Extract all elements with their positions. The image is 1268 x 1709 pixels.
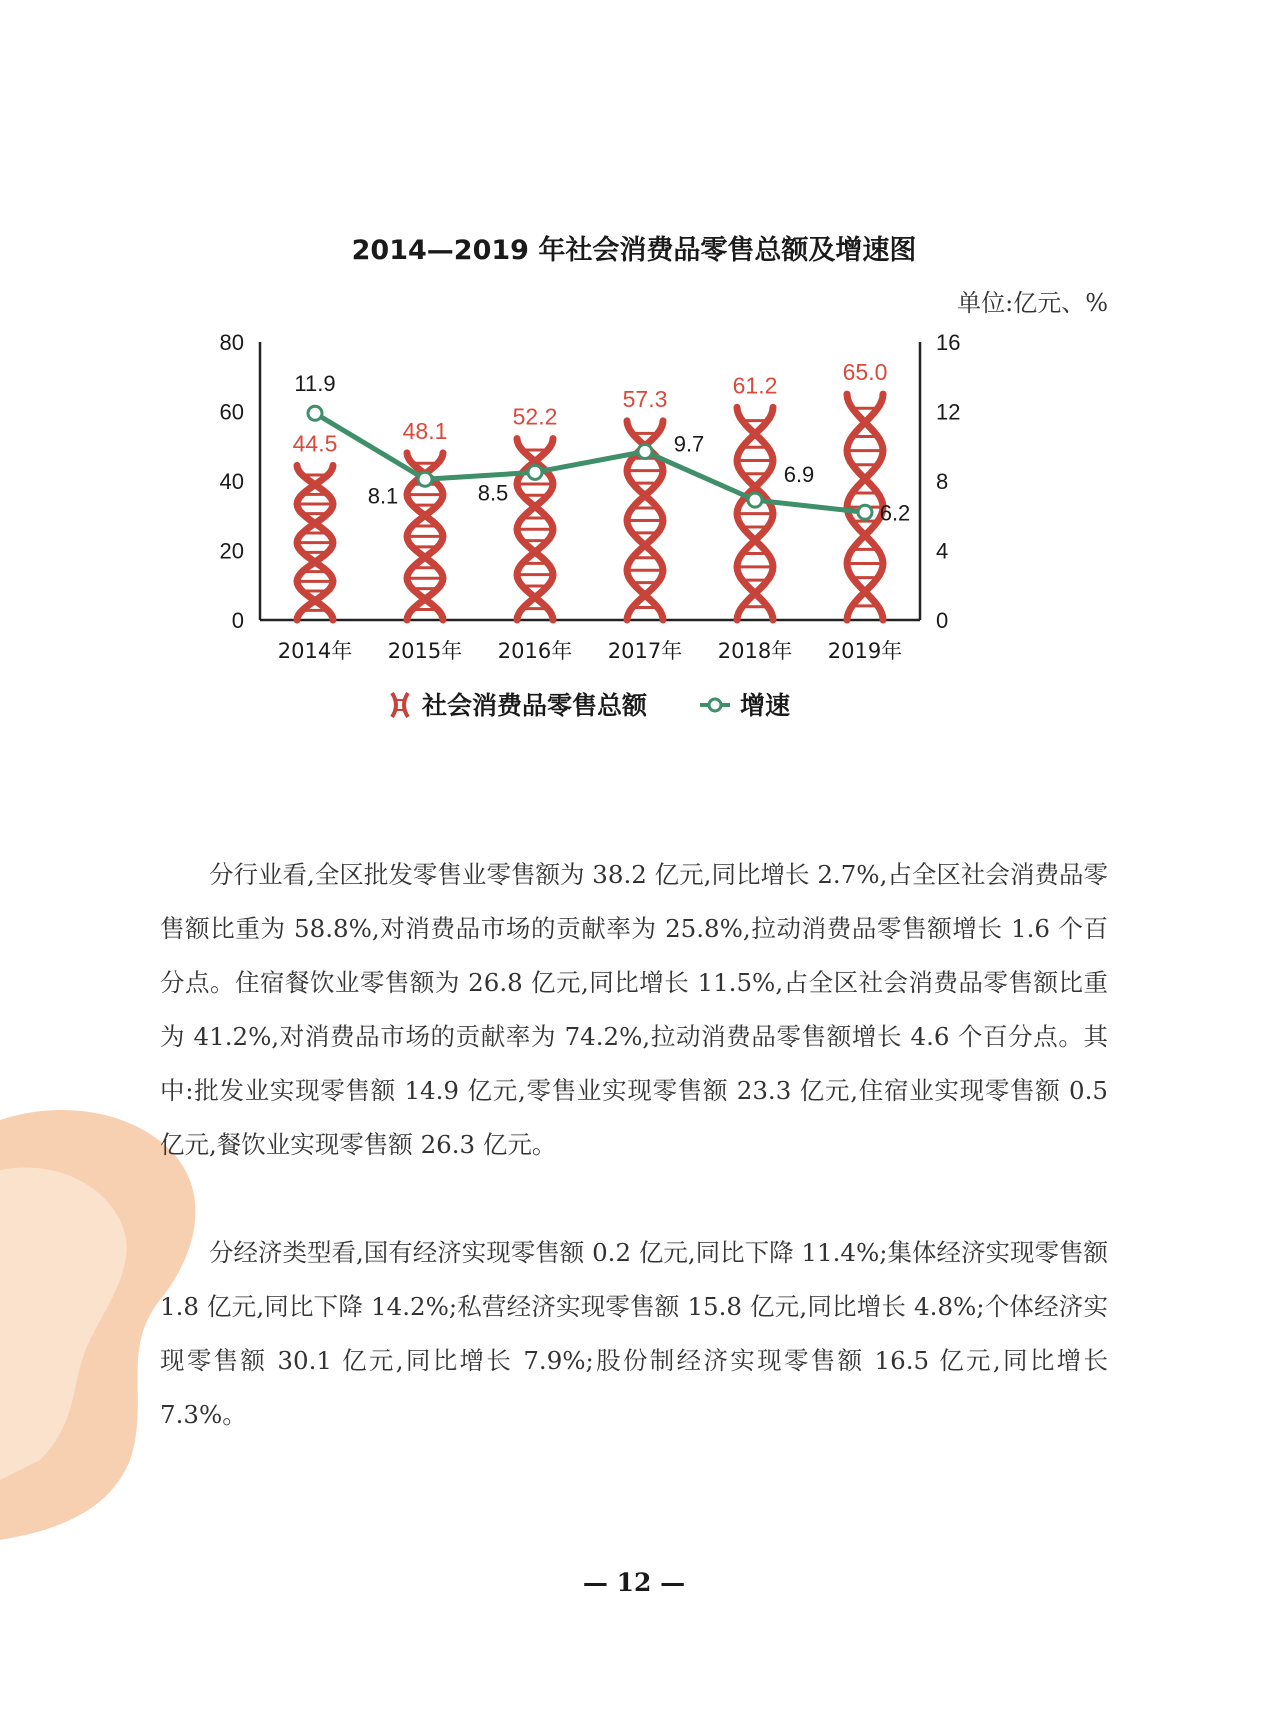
x-tick-label: 2014年 xyxy=(277,639,353,663)
y-left-tick-label: 40 xyxy=(219,469,244,494)
growth-point xyxy=(638,444,652,458)
bar-value-label: 57.3 xyxy=(622,385,668,412)
x-tick-label: 2018年 xyxy=(717,639,793,663)
y-left-tick-label: 60 xyxy=(219,399,244,425)
bar-value-label: 44.5 xyxy=(292,430,338,457)
x-tick-label: 2015年 xyxy=(387,639,463,663)
line-value-label: 6.2 xyxy=(879,500,911,526)
data-labels xyxy=(293,359,911,525)
legend-line-label: 增速 xyxy=(740,691,791,720)
combo-chart xyxy=(200,330,1080,790)
growth-point xyxy=(308,406,322,420)
chart-legend xyxy=(392,691,790,720)
line-value-label: 8.5 xyxy=(477,480,509,506)
x-tick-label: 2016年 xyxy=(497,639,573,663)
growth-point xyxy=(418,472,432,486)
bar-value-label: 65.0 xyxy=(842,359,888,386)
y-right-tick-label: 0 xyxy=(936,608,949,633)
bar-value-label: 48.1 xyxy=(402,417,448,444)
line-value-label: 6.9 xyxy=(783,462,815,488)
body-paragraph-1: 分行业看,全区批发零售业零售额为 38.2 亿元,同比增长 2.7%,占全区社会消费品零售额比重为 58.8%,对消费品市场的贡献率为 25.8%,拉动消费品零售额增长 1.6 个百分点。住宿餐饮业零售额为 26.8 亿元,同比增长 11.5%,占全区社会消费品零售额比重为 41.2%,对消费品市场的贡献率为 74.2%,拉动消费品零售额增长 4.6 个百分点。其中:批发业实现零售额 14.9 亿元,零售业实现零售额 23.3 亿元,住宿业实现零售额 0.5 亿元,餐饮业实现零售额 26.3 亿元。 xyxy=(160,860,1108,1159)
y-right-tick-label: 12 xyxy=(936,399,961,425)
y-left-tick-label: 20 xyxy=(219,538,244,564)
x-tick-label: 2019年 xyxy=(827,639,903,663)
unit-note: 单位:亿元、% xyxy=(957,289,1108,317)
line-value-label: 8.1 xyxy=(367,483,399,509)
x-tick-label: 2017年 xyxy=(607,639,683,663)
legend-line-icon xyxy=(700,699,730,711)
bar-value-label: 52.2 xyxy=(512,403,558,430)
bar-value-label: 61.2 xyxy=(732,372,778,399)
y-left-tick-label: 80 xyxy=(219,330,244,355)
y-right-tick-label: 4 xyxy=(936,538,949,564)
y-left-tick-label: 0 xyxy=(231,608,244,633)
growth-point xyxy=(858,505,872,519)
bar xyxy=(297,465,333,620)
growth-point xyxy=(528,465,542,479)
page-number: — 12 — xyxy=(582,1568,686,1597)
growth-point xyxy=(748,493,762,507)
line-value-label: 9.7 xyxy=(673,431,705,457)
legend-bar-icon xyxy=(392,693,408,717)
body-paragraph-2: 分经济类型看,国有经济实现零售额 0.2 亿元,同比下降 11.4%;集体经济实现零售额 1.8 亿元,同比下降 14.2%;私营经济实现零售额 15.8 亿元,同比增长 4.8%;个体经济实现零售额 30.1 亿元,同比增长 7.9%;股份制经济实现零售额 16.5 亿元,同比增长 7.3%。 xyxy=(160,1238,1108,1429)
y-right-tick-label: 16 xyxy=(936,330,961,355)
bar xyxy=(737,407,773,620)
y-right-tick-label: 8 xyxy=(936,469,949,494)
line-value-label: 11.9 xyxy=(294,371,336,397)
legend-bar-label: 社会消费品零售总额 xyxy=(422,691,648,720)
chart-title: 2014—2019 年社会消费品零售总额及增速图 xyxy=(351,235,917,266)
